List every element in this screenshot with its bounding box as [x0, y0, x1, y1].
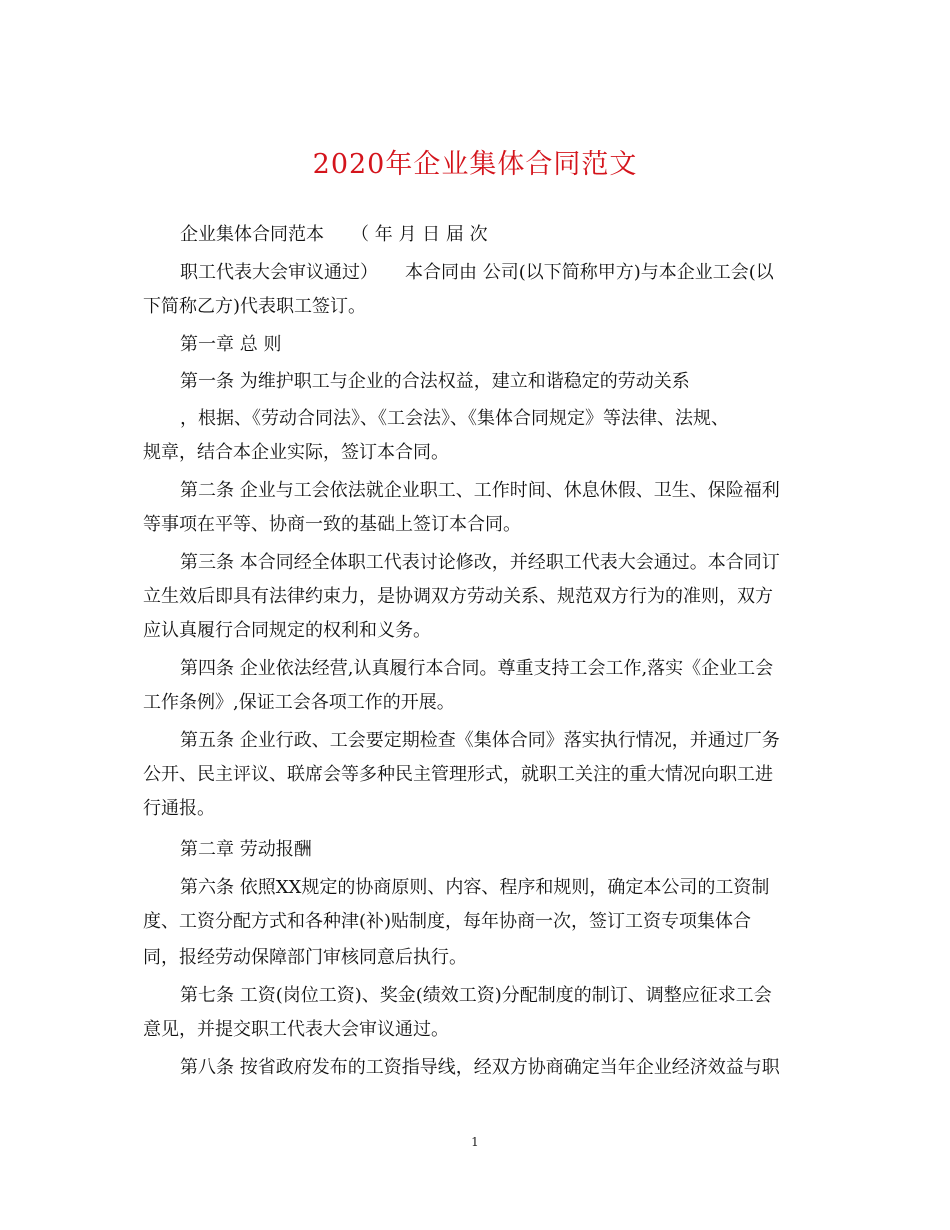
paragraph-line: ，根据、《劳动合同法》、《工会法》、《集体合同规定》等法律、法规、: [180, 408, 729, 429]
paragraph-line: 等事项在平等、协商一致的基础上签订本合同。: [143, 514, 521, 535]
paragraph-line: 第八条 按省政府发布的工资指导线，经双方协商确定当年企业经济效益与职: [180, 1057, 780, 1078]
paragraph-line: 立生效后即具有法律约束力，是协调双方劳动关系、规范双方行为的准则，双方: [143, 586, 773, 607]
paragraph-line: 意见，并提交职工代表大会审议通过。: [143, 1019, 449, 1040]
paragraph-line: 应认真履行合同规定的权利和义务。: [143, 620, 431, 641]
paragraph-line: 行通报。: [143, 798, 215, 819]
paragraph-line: 下简称乙方)代表职工签订。: [143, 296, 367, 317]
chapter-heading: 第一章 总 则: [180, 334, 282, 355]
page-number: 1: [471, 1135, 479, 1149]
paragraph-line: 度、工资分配方式和各种津(补)贴制度，每年协商一次，签订工资专项集体合: [143, 911, 752, 932]
paragraph-line: 第七条 工资(岗位工资)、奖金(绩效工资)分配制度的制订、调整应征求工会: [180, 985, 772, 1006]
paragraph-line: 规章，结合本企业实际，签订本合同。: [143, 442, 449, 463]
paragraph-line: 第二条 企业与工会依法就企业职工、工作时间、休息休假、卫生、保险福利: [180, 480, 780, 501]
paragraph-line: 第一条 为维护职工与企业的合法权益，建立和谐稳定的劳动关系: [180, 371, 690, 392]
paragraph-line: 第六条 依照XX规定的协商原则、内容、程序和规则，确定本公司的工资制: [180, 877, 770, 898]
paragraph-line: 第三条 本合同经全体职工代表讨论修改，并经职工代表大会通过。本合同订: [180, 552, 780, 573]
paragraph-line: 企业集体合同范本 （ 年 月 日 届 次: [180, 224, 488, 245]
paragraph-line: 职工代表大会审议通过） 本合同由 公司(以下简称甲方)与本企业工会(以: [180, 262, 774, 283]
paragraph-line: 同，报经劳动保障部门审核同意后执行。: [143, 947, 467, 968]
paragraph-line: 公开、民主评议、联席会等多种民主管理形式，就职工关注的重大情况向职工进: [143, 764, 773, 785]
paragraph-line: 第五条 企业行政、工会要定期检查《集体合同》落实执行情况，并通过厂务: [180, 730, 780, 751]
chapter-heading: 第二章 劳动报酬: [180, 839, 312, 860]
document-title: 2020年企业集体合同范文: [312, 149, 638, 180]
paragraph-line: 工作条例》,保证工会各项工作的开展。: [143, 692, 455, 713]
paragraph-line: 第四条 企业依法经营,认真履行本合同。尊重支持工会工作,落实《企业工会: [180, 658, 774, 679]
